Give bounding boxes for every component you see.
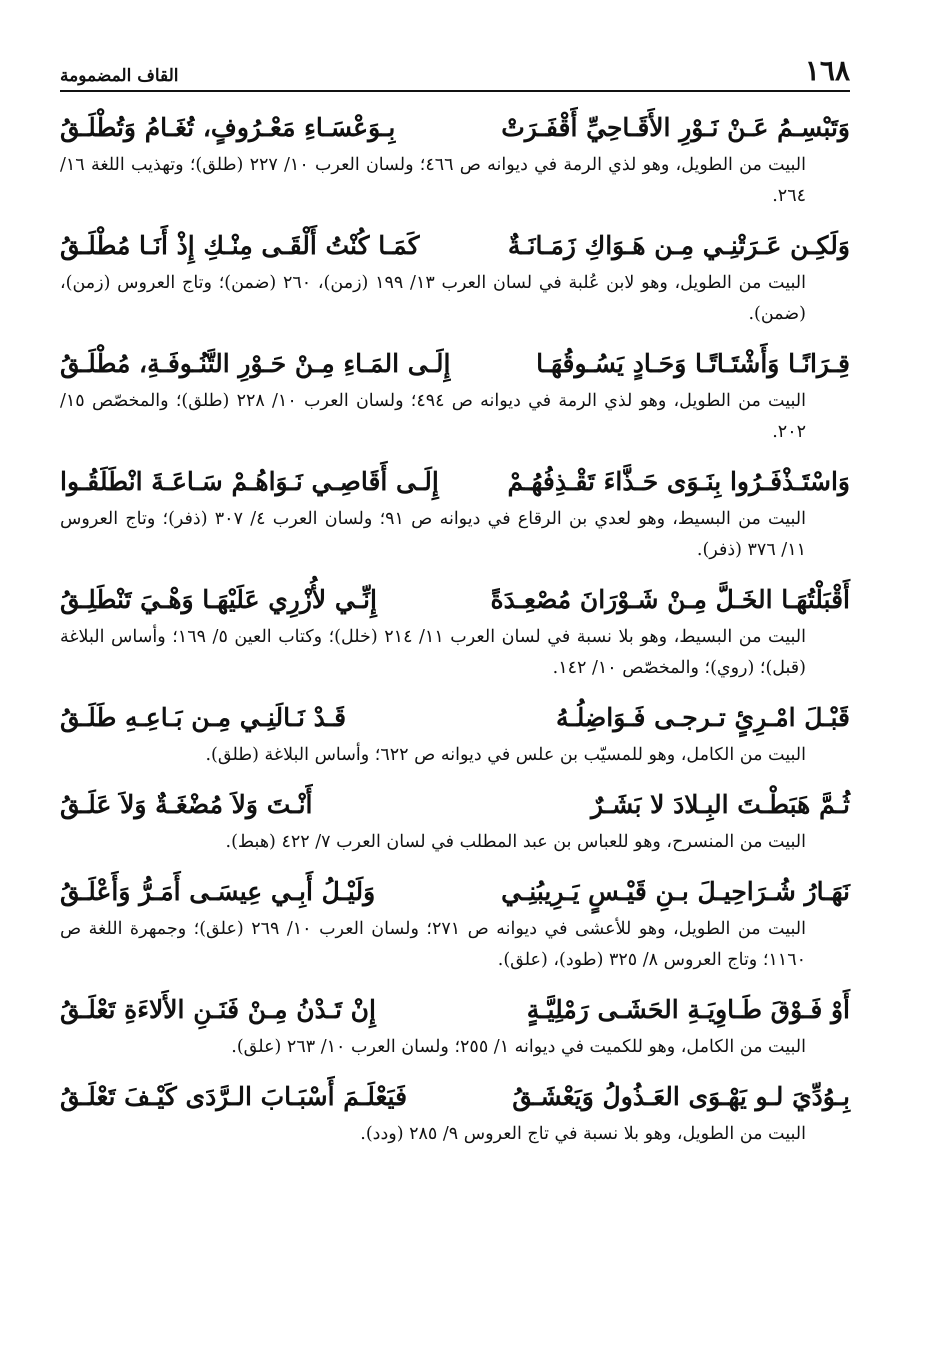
first-hemistich: وَلَكِـن عَـرَتْنِـي مِـن هَـوَاكِ زَمَـانَـةٌ bbox=[507, 231, 850, 260]
verse-footnote: البيت من البسيط، وهو بلا نسبة في لسان العرب ١١/ ٢١٤ (خلل)؛ وكتاب العين ٥/ ١٦٩؛ وأساس البلاغة (قبل)؛ (روي)؛ والمخصّص ١٠/ ١٤٢. bbox=[60, 627, 806, 678]
second-hemistich: بِـوَعْسَـاءِ مَعْـرُوفٍ، تُغَـامُ وَتُطْلَـقُ bbox=[60, 113, 396, 142]
verse-line bbox=[60, 344, 850, 386]
first-hemistich: وَتَبْسِـمُ عَـنْ نَـوْرِ الأَقَـاحِيِّ أَقْفَـرَتْ bbox=[501, 113, 850, 142]
verse-footnote: البيت من الطويل، وهو للأعشى في ديوانه ص ٢٧١؛ ولسان العرب ١٠/ ٢٦٩ (علق)؛ وجمهرة اللغة ص ١١٦٠؛ وتاج العروس ٨/ ٣٢٥ (طود)، (علق). bbox=[60, 919, 806, 970]
verse-entry bbox=[60, 872, 850, 976]
verse-line bbox=[60, 580, 850, 622]
verse-entry bbox=[60, 108, 850, 212]
verse-entry bbox=[60, 580, 850, 684]
book-page bbox=[60, 52, 850, 1164]
first-hemistich: وَاسْتَـذْفَـرُوا بِنَـوَى حَـذَّاءَ تَقْـذِفُهُـمْ bbox=[507, 467, 850, 496]
first-hemistich: بِـوُدِّيَ لـو يَهْـوَى العَـذُولُ وَيَعْشَـقُ bbox=[512, 1082, 850, 1111]
first-hemistich: ثُـمَّ هَبَطْـتَ البِـلادَ لا بَشَـرٌ bbox=[591, 790, 850, 819]
verse-footnote: البيت من البسيط، وهو لعدي بن الرقاع في ديوانه ص ٩١؛ ولسان العرب ٤/ ٣٠٧ (ذفر)؛ وتاج العروس ١١/ ٣٧٦ (ذفر). bbox=[60, 509, 806, 560]
second-hemistich: فَيَعْلَـمَ أَسْبَـابَ الـرَّدَى كَيْـفَ تَعْلَـقُ bbox=[60, 1082, 408, 1111]
second-hemistich: قَـدْ نَـالَنِـي مِـن بَـاعِـهِ طَلَـقُ bbox=[60, 703, 347, 732]
first-hemistich: نَهَـارُ شُـرَاحِيـلَ بـنِ قَيْـسٍ يَـرِيبُنِـي bbox=[501, 877, 850, 906]
verse-footnote: البيت من الطويل، وهو لذي الرمة في ديوانه ص ٤٩٤؛ ولسان العرب ١٠/ ٢٢٨ (طلق)؛ والمخصّص ١٥/ ٢٠٢. bbox=[60, 391, 806, 442]
verse-line bbox=[60, 872, 850, 914]
verse-entry bbox=[60, 462, 850, 566]
verse-entry bbox=[60, 226, 850, 330]
verse-line bbox=[60, 990, 850, 1032]
second-hemistich: أَنْـتَ وَلاَ مُضْغَـةٌ وَلاَ عَلَـقُ bbox=[60, 790, 313, 819]
verse-list bbox=[60, 108, 850, 1150]
verse-footnote: البيت من الطويل، وهو بلا نسبة في تاج العروس ٩/ ٢٨٥ (ودد). bbox=[360, 1124, 806, 1144]
second-hemistich: إِلَـى أَقَاصِـي نَـوَاهُـمْ سَـاعَـةَ انْطَلَقُـوا bbox=[60, 467, 439, 496]
second-hemistich: إِلَـى المَـاءِ مِـنْ حَـوْرِ التَّنُـوفَـةِ، مُطْلَـقُ bbox=[60, 349, 451, 378]
verse-entry bbox=[60, 785, 850, 858]
second-hemistich: وَلَيْـلُ أَبِـي عِيسَـى أَمَـرُّ وَأَعْلَـقُ bbox=[60, 877, 376, 906]
verse-line bbox=[60, 698, 850, 740]
verse-footnote: البيت من المنسرح، وهو للعباس بن عبد المطلب في لسان العرب ٧/ ٤٢٢ (هبط). bbox=[225, 832, 806, 852]
first-hemistich: أَوْ فَـوْقَ طَـاوِيَـةِ الحَشَـى رَمْلِيَّـةٍ bbox=[526, 995, 850, 1024]
verse-footnote: البيت من الطويل، وهو لابن عُلبة في لسان العرب ١٣/ ١٩٩ (زمن)، ٢٦٠ (ضمن)؛ وتاج العروس (زمن)، (ضمن). bbox=[60, 273, 806, 324]
section-title: القاف المضمومة bbox=[60, 66, 179, 86]
verse-footnote: البيت من الطويل، وهو لذي الرمة في ديوانه ص ٤٦٦؛ ولسان العرب ١٠/ ٢٢٧ (طلق)؛ وتهذيب اللغة ١٦/ ٢٦٤. bbox=[60, 155, 806, 206]
second-hemistich: إِنْ تَـدْنُ مِـنْ فَنَـنِ الأَلاءَةِ تَعْلَـقُ bbox=[60, 995, 376, 1024]
verse-line bbox=[60, 226, 850, 268]
verse-line bbox=[60, 462, 850, 504]
second-hemistich: كَمَـا كُنْتُ أَلْقَـى مِنْـكِ إِذْ أَنَـا مُطْلَـقُ bbox=[60, 231, 420, 260]
verse-footnote: البيت من الكامل، وهو للكميت في ديوانه ١/ ٢٥٥؛ ولسان العرب ١٠/ ٢٦٣ (علق). bbox=[231, 1037, 806, 1057]
page-number: ١٦٨ bbox=[804, 54, 850, 87]
verse-line bbox=[60, 1077, 850, 1119]
first-hemistich: قَبْـلَ امْـرِئٍ تـرجـى فَـوَاضِلُـهُ bbox=[556, 703, 850, 732]
first-hemistich: قِـرَانًـا وَأَشْتَـاتًـا وَحَـادٍ يَسُـوقُهَـا bbox=[536, 349, 850, 378]
verse-footnote: البيت من الكامل، وهو للمسيّب بن علس في ديوانه ص ٦٢٢؛ وأساس البلاغة (طلق). bbox=[205, 745, 806, 765]
verse-line bbox=[60, 785, 850, 827]
first-hemistich: أَقْبَلْتُهَـا الخَـلَّ مِـنْ شَـوْرَانَ مُصْعِـدَةً bbox=[490, 585, 850, 614]
verse-entry bbox=[60, 1077, 850, 1150]
verse-line bbox=[60, 108, 850, 150]
verse-entry bbox=[60, 990, 850, 1063]
verse-entry bbox=[60, 698, 850, 771]
verse-entry bbox=[60, 344, 850, 448]
running-header bbox=[60, 52, 850, 92]
second-hemistich: إِنِّـي لأُزْرِي عَلَيْهَـا وَهْـيَ تَنْطَلِـقُ bbox=[60, 585, 377, 614]
